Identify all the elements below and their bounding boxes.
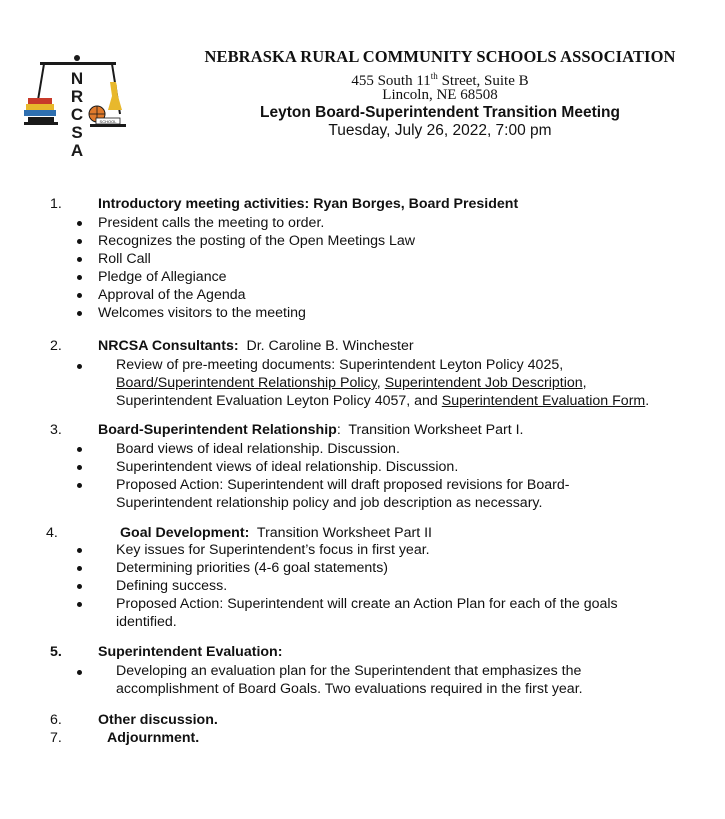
list-item: Approval of the Agenda xyxy=(98,286,415,304)
meeting-title: Leyton Board-Superintendent Transition Meeting xyxy=(260,104,620,121)
list-item: Board views of ideal relationship. Discussion. xyxy=(116,440,569,458)
nrcsa-logo xyxy=(22,52,132,164)
list-item: Proposed Action: Superintendent will create an Action Plan for each of the goals xyxy=(116,595,618,613)
list-item: Proposed Action: Superintendent will draft proposed revisions for Board- xyxy=(116,476,569,494)
section-number: 7. xyxy=(50,730,62,746)
section-number: 6. xyxy=(50,712,62,728)
svg-text:A: A xyxy=(70,141,84,160)
section-items xyxy=(98,214,415,322)
section-title: Superintendent Evaluation: xyxy=(98,644,283,660)
svg-text:N: N xyxy=(70,69,84,88)
section-number: 1. xyxy=(50,196,62,212)
meeting-date: Tuesday, July 26, 2022, 7:00 pm xyxy=(328,122,552,139)
bullet xyxy=(77,670,82,675)
section-title: Board-Superintendent Relationship: Transition Worksheet Part I. xyxy=(98,422,524,438)
section-body: Developing an evaluation plan for the Superintendent that emphasizes the accomplishment of Board Goals. Two evaluations required in the first year. xyxy=(116,663,583,697)
list-item: Determining priorities (4-6 goal statements) xyxy=(116,559,618,577)
section-number: 2. xyxy=(50,338,62,354)
section-title: Goal Development: Transition Worksheet Part II xyxy=(120,525,432,541)
list-item: Recognizes the posting of the Open Meetings Law xyxy=(98,232,415,250)
list-item-continuation: identified. xyxy=(116,614,177,630)
list-item: Roll Call xyxy=(98,250,415,268)
section-body: Review of pre-meeting documents: Superintendent Leyton Policy 4025, Board/Superintendent Relationship Policy, Superintendent Job Description, Superintendent Evaluation Leyton Policy 4057, and Superintendent Evaluation Form. xyxy=(116,357,650,409)
section-items xyxy=(116,440,569,512)
section-title: Adjournment. xyxy=(107,730,200,746)
evaluation-form-link[interactable]: Superintendent Evaluation Form xyxy=(441,393,646,409)
svg-text:S: S xyxy=(71,123,83,142)
svg-text:C: C xyxy=(70,105,84,124)
section-number: 5. xyxy=(50,644,62,660)
section-title: Other discussion. xyxy=(98,712,218,728)
section-number: 4. xyxy=(46,525,58,541)
organization-name: NEBRASKA RURAL COMMUNITY SCHOOLS ASSOCIATION xyxy=(204,47,676,66)
job-description-link[interactable]: Superintendent Job Description xyxy=(384,375,583,391)
street-address: 455 South 11th Street, Suite B xyxy=(351,71,529,89)
list-item: President calls the meeting to order. xyxy=(98,214,415,232)
bullet xyxy=(77,364,82,369)
svg-text:SCHOOL: SCHOOL xyxy=(99,119,117,124)
list-item: Superintendent views of ideal relationship. Discussion. xyxy=(116,458,569,476)
section-title: Introductory meeting activities: Ryan Borges, Board President xyxy=(98,196,519,212)
list-item: Defining success. xyxy=(116,577,618,595)
list-item: Welcomes visitors to the meeting xyxy=(98,304,415,322)
svg-text:R: R xyxy=(70,87,84,106)
list-item-continuation: Superintendent relationship policy and job description as necessary. xyxy=(116,495,543,511)
list-item: Pledge of Allegiance xyxy=(98,268,415,286)
policy-link[interactable]: Board/Superintendent Relationship Policy xyxy=(116,375,377,391)
city-state-zip: Lincoln, NE 68508 xyxy=(382,87,498,103)
section-items xyxy=(116,541,618,631)
section-title: NRCSA Consultants: Dr. Caroline B. Winchester xyxy=(98,338,414,354)
list-item: Key issues for Superintendent’s focus in first year. xyxy=(116,541,618,559)
section-number: 3. xyxy=(50,422,62,438)
